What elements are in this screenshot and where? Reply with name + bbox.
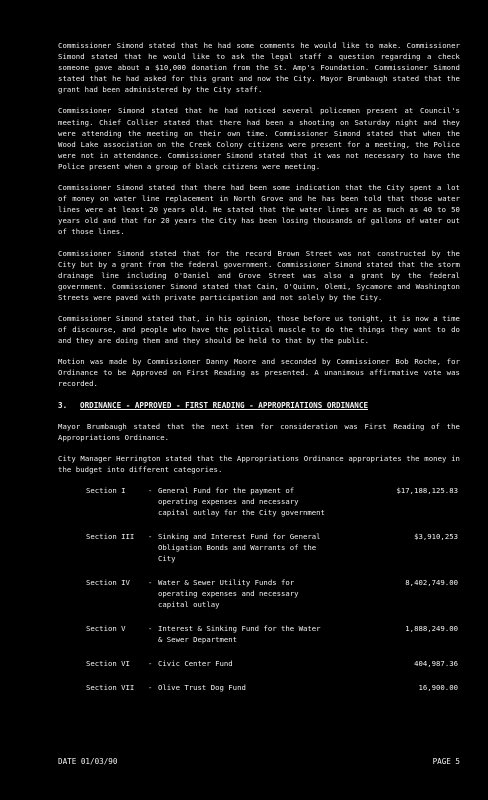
- section-label: Section I: [86, 486, 126, 496]
- row-dash: -: [148, 624, 153, 634]
- paragraph: Motion was made by Commissioner Danny Moore and seconded by Commissioner Bob Roche, for Ordinance to be Approved on First Reading as presented. A unanimous affirmative vote was recorded.: [58, 357, 460, 389]
- section-description: Sinking and Interest Fund for General Obligation Bonds and Warrants of the City: [158, 532, 321, 564]
- footer-date: DATE 01/03/90: [58, 757, 118, 766]
- section-description: General Fund for the payment of operating expenses and necessary capital outlay for the City government: [158, 486, 325, 518]
- section-label: Section V: [86, 624, 126, 634]
- paragraph: City Manager Herrington stated that the Appropriations Ordinance appropriates the money in the budget into different categories.: [58, 453, 460, 475]
- section-amount: 1,888,249.00: [405, 624, 458, 634]
- section-description: Olive Trust Dog Fund: [158, 683, 246, 693]
- page-footer: [58, 757, 460, 766]
- section-amount: 404,987.36: [414, 659, 458, 669]
- row-dash: -: [148, 486, 153, 496]
- agenda-item-heading: [58, 400, 460, 411]
- item-title: ORDINANCE - APPROVED - FIRST READING - APPROPRIATIONS ORDINANCE: [80, 400, 369, 410]
- paragraph: Commissioner Simond stated that for the record Brown Street was not constructed by the City but by a grant from the federal government. Commissioner Simond stated that the storm drainage line including O'Daniel and Grove Street was also a grant by the federal government. Commissioner Simond stated that Cain, O'Quinn, Olemi, Sycamore and Washington Streets were paved with private participation and not solely by the City.: [58, 248, 460, 302]
- appropriation-row: [86, 623, 458, 658]
- item-number: 3.: [58, 400, 68, 410]
- section-amount: $3,910,253: [414, 532, 458, 542]
- paragraph: Commissioner Simond stated that he had some comments he would like to make. Commissioner Simond stated that he would like to ask the legal staff a question regarding a check someone gave about a $10,000 donation from the St. Amp's Foundation. Commissioner Simond stated that he had asked for this grant and now the City. Mayor Brumbaugh stated that the grant had been administered by the City staff.: [58, 41, 460, 95]
- appropriations-table: [86, 485, 458, 706]
- section-label: Section IV: [86, 578, 130, 588]
- appropriation-row: [86, 485, 458, 531]
- body-text-2: [58, 421, 460, 475]
- appropriation-row: [86, 577, 458, 623]
- appropriation-row: [86, 682, 458, 706]
- section-amount: 8,402,749.00: [405, 578, 458, 588]
- appropriation-row: [86, 531, 458, 577]
- appropriation-row: [86, 658, 458, 682]
- row-dash: -: [148, 532, 153, 542]
- section-description: Water & Sewer Utility Funds for operating expenses and necessary capital outlay: [158, 578, 299, 610]
- section-description: Civic Center Fund: [158, 659, 233, 669]
- paragraph: Mayor Brumbaugh stated that the next item for consideration was First Reading of the Appropriations Ordinance.: [58, 421, 460, 442]
- section-label: Section III: [86, 532, 135, 542]
- row-dash: -: [148, 578, 153, 588]
- section-amount: $17,188,125.83: [396, 486, 458, 496]
- section-amount: 16,900.00: [418, 683, 458, 693]
- section-description: Interest & Sinking Fund for the Water & Sewer Department: [158, 624, 321, 645]
- row-dash: -: [148, 683, 153, 693]
- section-label: Section VII: [86, 683, 135, 693]
- body-text: [58, 40, 460, 390]
- paragraph: Commissioner Simond stated that there had been some indication that the City spent a lot of money on water line replacement in North Grove and he has been told that those water lines were at least 20 years old. He stated that the water lines are as much as 40 to 50 years old and that for 20 years the City has been losing thousands of gallons of water out of those lines.: [58, 183, 460, 237]
- row-dash: -: [148, 659, 153, 669]
- section-label: Section VI: [86, 659, 130, 669]
- footer-page-number: PAGE 5: [432, 757, 460, 766]
- paragraph: Commissioner Simond stated that he had noticed several policemen present at Council's meeting. Chief Collier stated that there had been a shooting on Saturday night and they were attending the meeting on their own time. Commissioner Simond stated that when the Wood Lake association on the Creek Colony citizens were present for a meeting, the Police were not in attendance. Commissioner Simond stated that it was not necessary to have the Police present when a group of black citizens were meeting.: [58, 106, 460, 171]
- paragraph: Commissioner Simond stated that, in his opinion, those before us tonight, it is now a time of discourse, and people who have the political muscle to do the things they want to do and they are doing them and they should be held to that by the public.: [58, 313, 460, 346]
